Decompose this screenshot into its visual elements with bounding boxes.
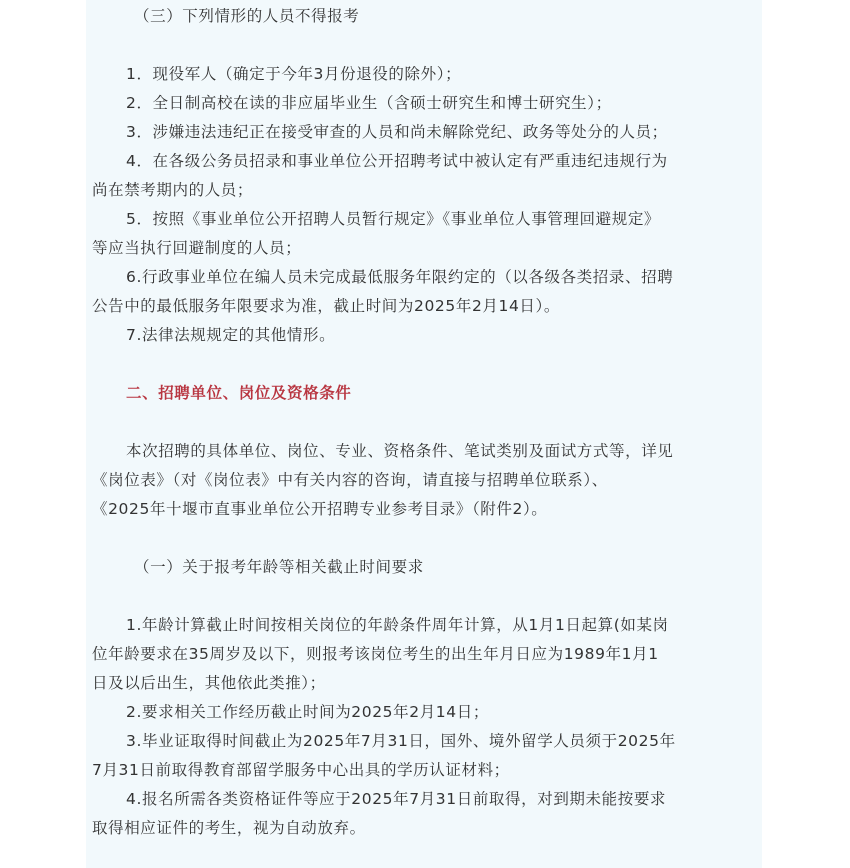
- disqualify-item-7: 7.法律法规规定的其他情形。: [126, 326, 336, 344]
- disqualify-item-3: 3．涉嫌违法违纪正在接受审查的人员和尚未解除党纪、政务等处分的人员；: [126, 123, 668, 141]
- age-rule-4-line2: 取得相应证件的考生，视为自动放弃。: [92, 819, 366, 837]
- disqualify-item-4-line2: 尚在禁考期内的人员；: [92, 181, 254, 199]
- intro-paragraph-line2: 《岗位表》（对《岗位表》中有关内容的咨询，请直接与招聘单位联系）、: [92, 471, 608, 489]
- age-rule-1-line1: 1.年龄计算截止时间按相关岗位的年龄条件周年计算，从1月1日起算(如某岗: [126, 616, 669, 634]
- disqualify-item-2: 2．全日制高校在读的非应届毕业生（含硕士研究生和博士研究生）；: [126, 94, 612, 112]
- intro-paragraph-line1: 本次招聘的具体单位、岗位、专业、资格条件、笔试类别及面试方式等，详见: [126, 442, 674, 460]
- age-rule-2: 2.要求相关工作经历截止时间为2025年2月14日；: [126, 703, 489, 721]
- section-heading-2: 二、招聘单位、岗位及资格条件: [126, 384, 352, 402]
- section3-title: （三）下列情形的人员不得报考: [134, 7, 360, 25]
- subsection-1-title: （一）关于报考年龄等相关截止时间要求: [134, 558, 424, 576]
- disqualify-item-6-line1: 6.行政事业单位在编人员未完成最低服务年限约定的（以各级各类招录、招聘: [126, 268, 674, 286]
- age-rule-1-line3: 日及以后出生，其他依此类推）；: [92, 674, 326, 692]
- article-panel: [86, 0, 762, 868]
- disqualify-item-6-line2: 公告中的最低服务年限要求为准，截止时间为2025年2月14日）。: [92, 297, 560, 315]
- disqualify-item-5-line1: 5．按照《事业单位公开招聘人员暂行规定》《事业单位人事管理回避规定》: [126, 210, 661, 228]
- disqualify-item-5-line2: 等应当执行回避制度的人员；: [92, 239, 302, 257]
- intro-paragraph-line3: 《2025年十堰市直事业单位公开招聘专业参考目录》（附件2）。: [92, 500, 548, 518]
- age-rule-4-line1: 4.报名所需各类资格证件等应于2025年7月31日前取得，对到期未能按要求: [126, 790, 667, 808]
- age-rule-3-line1: 3.毕业证取得时间截止为2025年7月31日，国外、境外留学人员须于2025年: [126, 732, 676, 750]
- age-rule-1-line2: 位年龄要求在35周岁及以下，则报考该岗位考生的出生年月日应为1989年1月1: [92, 645, 659, 663]
- disqualify-item-4-line1: 4．在各级公务员招录和事业单位公开招聘考试中被认定有严重违纪违规行为: [126, 152, 668, 170]
- disqualify-item-1: 1．现役军人（确定于今年3月份退役的除外）；: [126, 65, 462, 83]
- age-rule-3-line2: 7月31日前取得教育部留学服务中心出具的学历认证材料；: [92, 761, 510, 779]
